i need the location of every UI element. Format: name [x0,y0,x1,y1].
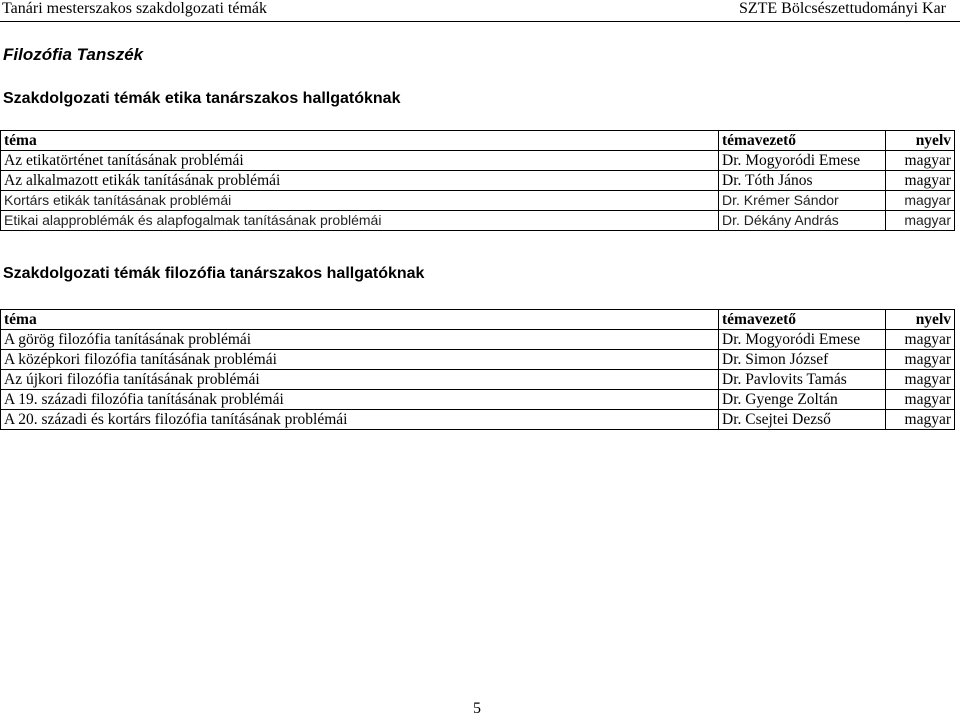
table-row [1,151,955,171]
topic-cell: Az újkori filozófia tanításának problémái [1,370,719,390]
table-row [1,171,955,191]
topic-cell: A középkori filozófia tanításának problémái [1,350,719,370]
page-number: 5 [473,700,481,717]
supervisor-cell: Dr. Gyenge Zoltán [719,390,886,410]
table-row [1,191,955,211]
language-cell: magyar [886,410,955,430]
header-right-text: SZTE Bölcsészettudományi Kar [738,0,946,17]
column-header-language: nyelv [886,131,955,151]
column-header-supervisor: témavezető [719,310,886,330]
philosophy-topics-table [0,309,955,430]
ethics-topics-table [0,130,955,231]
column-header-supervisor: témavezető [719,131,886,151]
topic-cell: Kortárs etikák tanításának problémái [1,191,719,211]
supervisor-cell: Dr. Pavlovits Tamás [719,370,886,390]
supervisor-cell: Dr. Simon József [719,350,886,370]
table-row [1,330,955,350]
column-header-topic: téma [1,131,719,151]
supervisor-cell: Dr. Mogyoródi Emese [719,330,886,350]
supervisor-cell: Dr. Tóth János [719,171,886,191]
table-header-row [1,310,955,330]
table-row [1,350,955,370]
table-row [1,370,955,390]
language-cell: magyar [886,350,955,370]
language-cell: magyar [886,390,955,410]
supervisor-cell: Dr. Krémer Sándor [719,191,886,211]
topic-cell: A görög filozófia tanításának problémái [1,330,719,350]
language-cell: magyar [886,191,955,211]
table-header-row [1,131,955,151]
supervisor-cell: Dr. Dékány András [719,211,886,231]
department-title: Filozófia Tanszék [3,45,144,64]
language-cell: magyar [886,151,955,171]
language-cell: magyar [886,370,955,390]
header-left-text: Tanári mesterszakos szakdolgozati témák [2,0,267,17]
topic-cell: A 19. századi filozófia tanításának problémái [1,390,719,410]
topic-cell: Az alkalmazott etikák tanításának problémái [1,171,719,191]
supervisor-cell: Dr. Mogyoródi Emese [719,151,886,171]
table-row [1,211,955,231]
language-cell: magyar [886,330,955,350]
language-cell: magyar [886,211,955,231]
table-row [1,410,955,430]
section-title-philosophy: Szakdolgozati témák filozófia tanárszakos hallgatóknak [3,265,425,282]
topic-cell: Etikai alapproblémák és alapfogalmak tanításának problémái [1,211,719,231]
column-header-language: nyelv [886,310,955,330]
language-cell: magyar [886,171,955,191]
running-header [0,0,960,22]
supervisor-cell: Dr. Csejtei Dezső [719,410,886,430]
column-header-topic: téma [1,310,719,330]
section-title-ethics: Szakdolgozati témák etika tanárszakos hallgatóknak [3,90,401,107]
table-row [1,390,955,410]
topic-cell: Az etikatörténet tanításának problémái [1,151,719,171]
topic-cell: A 20. századi és kortárs filozófia tanításának problémái [1,410,719,430]
